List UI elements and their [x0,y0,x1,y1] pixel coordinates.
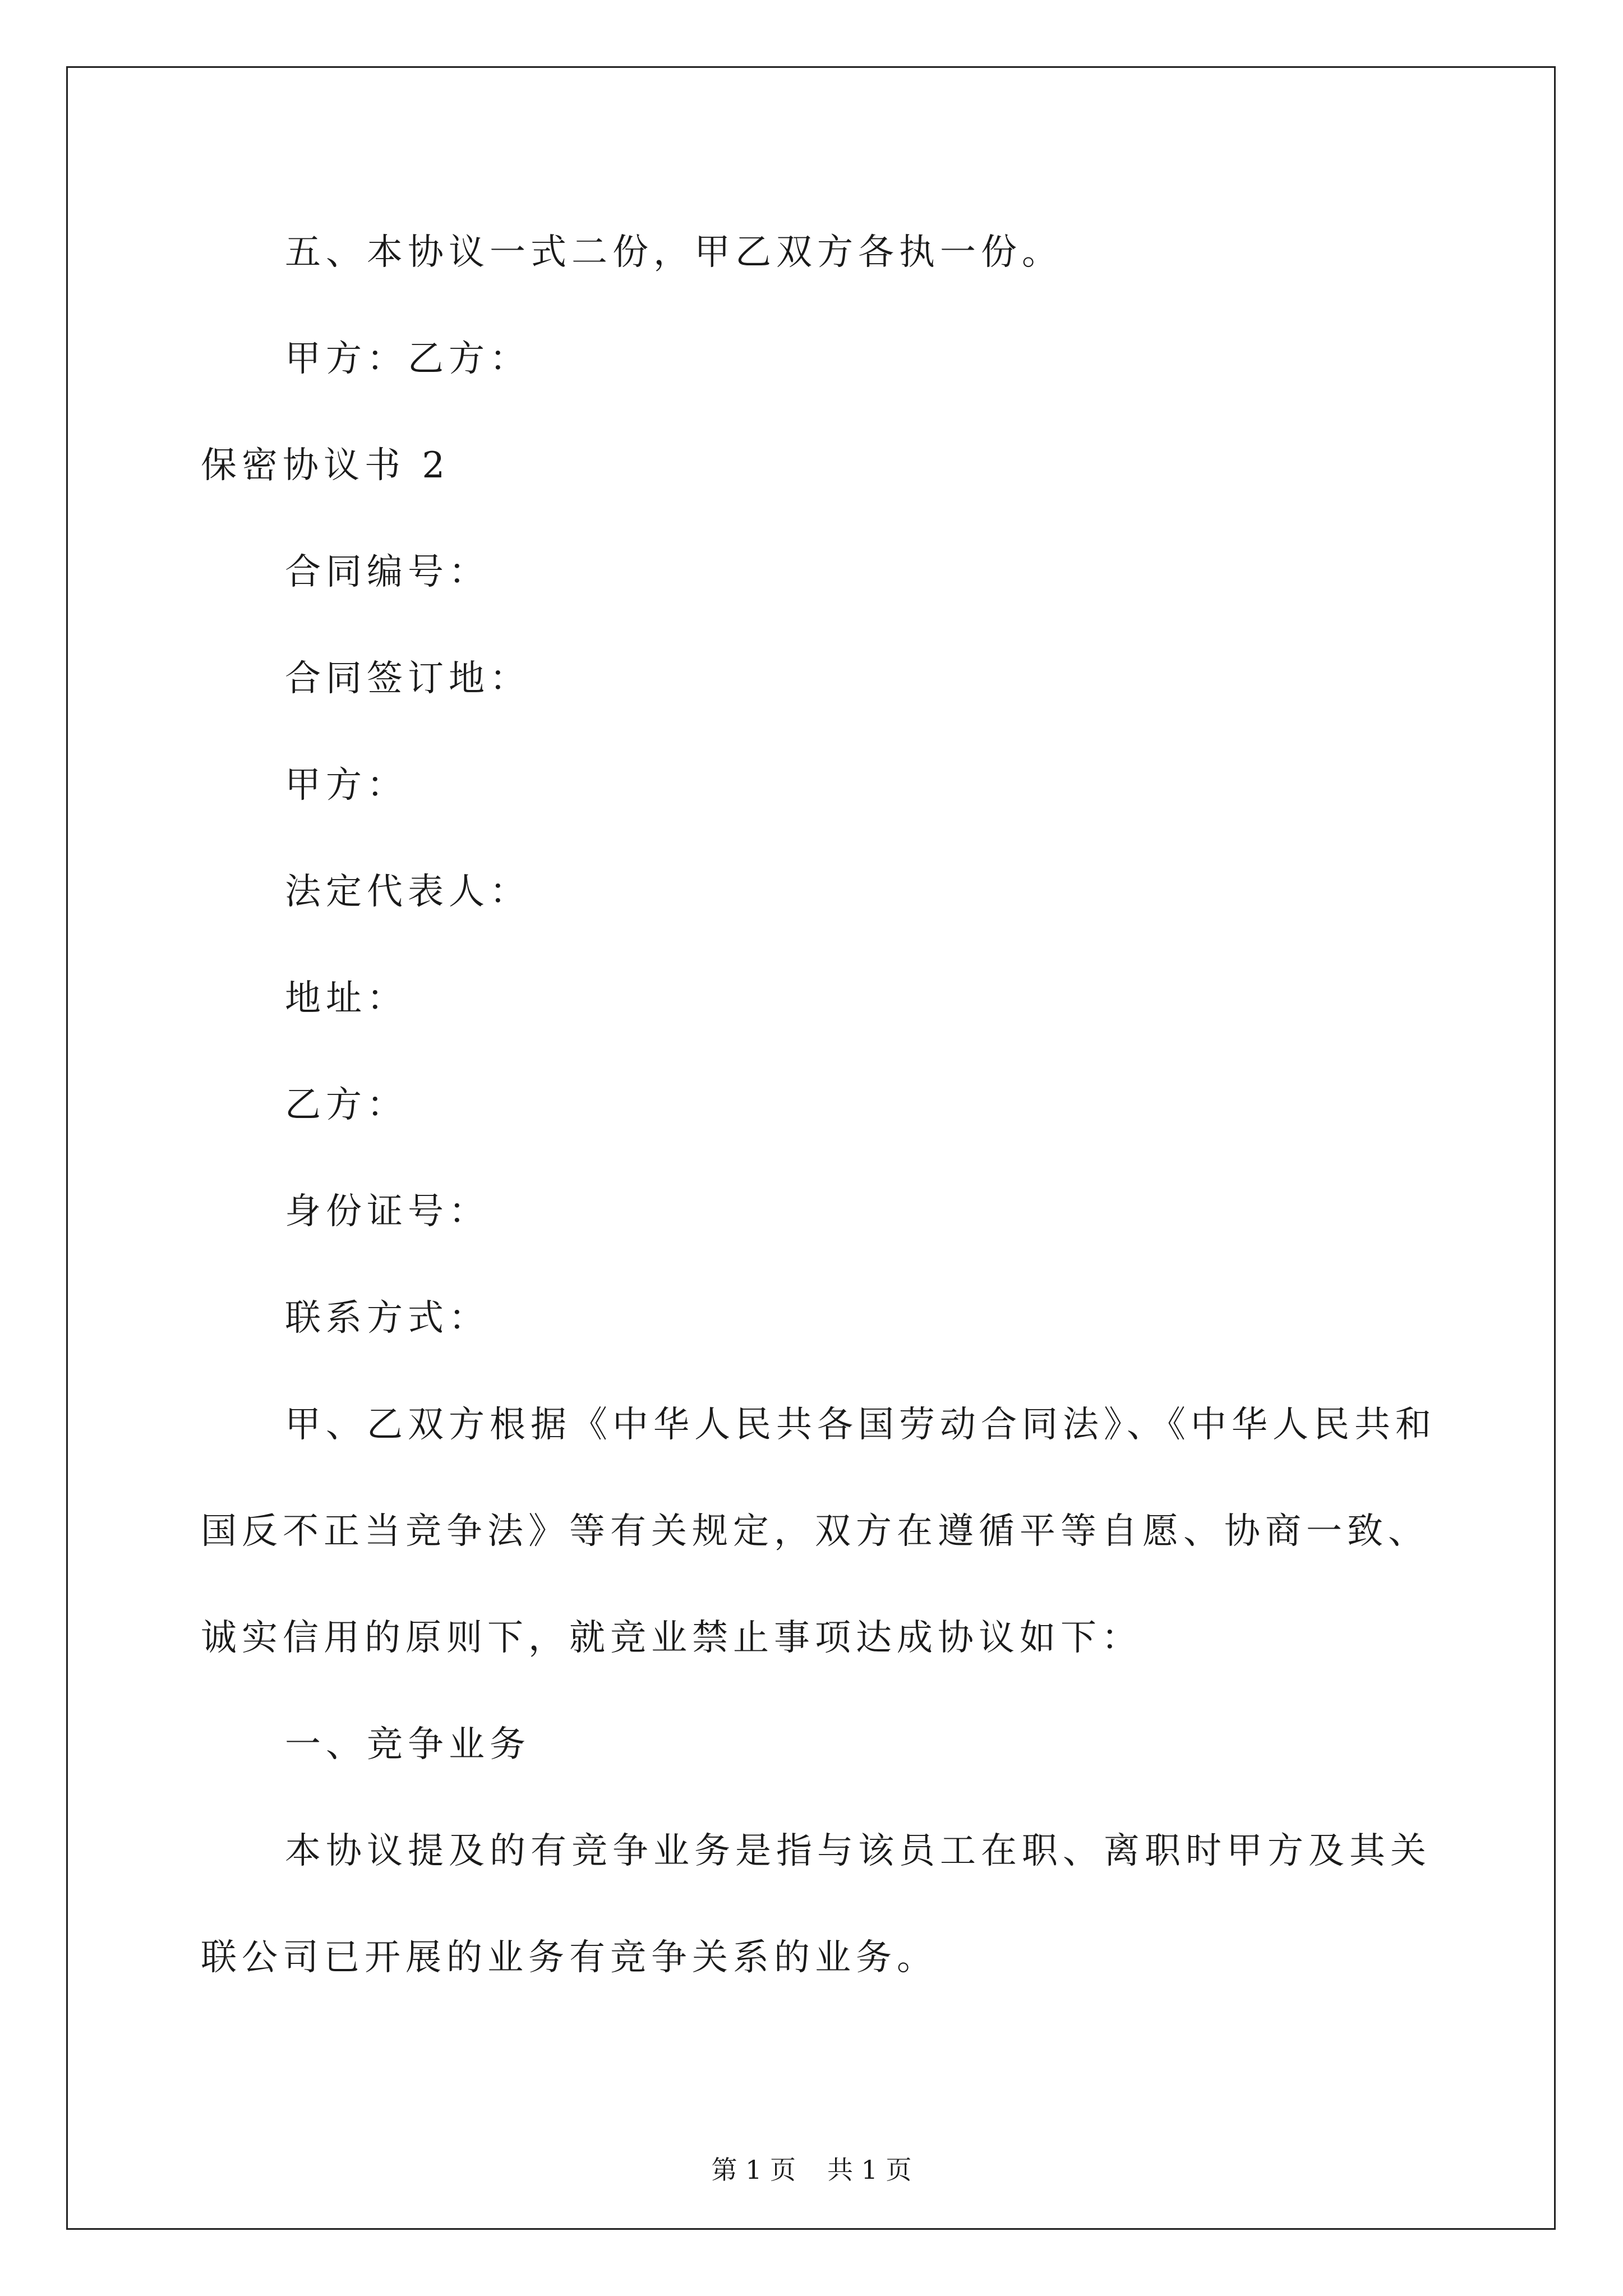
page-number: 第 1 页 [711,2155,796,2185]
page-border [66,66,1556,2230]
id-number-field: 身份证号： [285,1191,490,1232]
address-field: 地址： [285,978,408,1019]
page-footer [0,2153,1623,2187]
signing-place-field: 合同签订地： [285,658,531,700]
preamble-line-3: 诚实信用的原则下，就竞业禁止事项达成协议如下： [201,1617,1142,1659]
clause-five: 五、本协议一式二份，甲乙双方各执一份。 [285,232,1063,273]
contact-field: 联系方式： [285,1297,490,1339]
page-total: 共 1 页 [827,2155,912,2185]
clause-one-heading: 一、竞争业务 [285,1724,531,1765]
clause-one-body-line-2: 联公司已开展的业务有竞争关系的业务。 [201,1937,938,1978]
party-a-field: 甲方： [285,765,408,806]
contract-number-field: 合同编号： [285,551,490,593]
signature-line: 甲方：乙方： [285,338,531,380]
preamble-line-2: 国反不正当竞争法》等有关规定，双方在遵循平等自愿、协商一致、 [201,1511,1429,1552]
section-title: 保密协议书 2 [201,445,450,486]
preamble-line-1: 甲、乙双方根据《中华人民共各国劳动合同法》、《中华人民共和 [285,1404,1436,1446]
clause-one-body-line-1: 本协议提及的有竞争业务是指与该员工在职、离职时甲方及其关 [285,1830,1431,1872]
party-b-field: 乙方： [285,1084,408,1126]
legal-representative-field: 法定代表人： [285,871,531,913]
